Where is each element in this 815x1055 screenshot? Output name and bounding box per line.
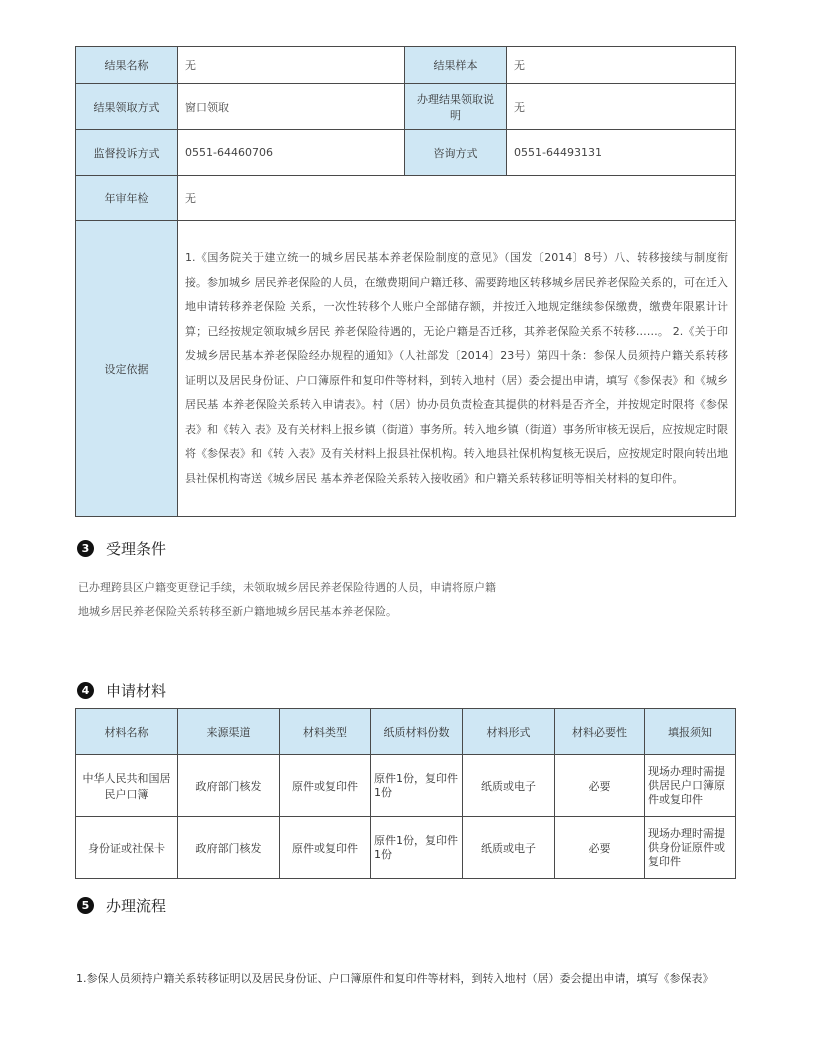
material-copies: 原件1份，复印件1份 [371, 817, 463, 879]
result-sample-label: 结果样本 [405, 47, 507, 84]
info-row [76, 221, 736, 517]
material-notes: 现场办理时需提供居民户口簿原件或复印件 [645, 755, 736, 817]
result-name-value: 无 [178, 47, 405, 84]
material-source: 政府部门核发 [178, 755, 280, 817]
material-necessity: 必要 [555, 755, 645, 817]
pickup-note-label: 办理结果领取说明 [405, 84, 507, 130]
info-row [76, 130, 736, 176]
complaint-label: 监督投诉方式 [76, 130, 178, 176]
pickup-note-value: 无 [507, 84, 736, 130]
service-info-table [75, 46, 736, 517]
material-source: 政府部门核发 [178, 817, 280, 879]
complaint-phone: 0551-64460706 [178, 130, 405, 176]
material-necessity: 必要 [555, 817, 645, 879]
material-form: 纸质或电子 [463, 817, 555, 879]
col-header-copies: 纸质材料份数 [371, 709, 463, 755]
pickup-method-value: 窗口领取 [178, 84, 405, 130]
materials-header-row [76, 709, 736, 755]
material-type: 原件或复印件 [280, 817, 371, 879]
table-row [76, 755, 736, 817]
section-3-header [77, 538, 166, 559]
material-type: 原件或复印件 [280, 755, 371, 817]
legal-basis-text: 1.《国务院关于建立统一的城乡居民基本养老保险制度的意见》（国发〔2014〕8号）八、转移接续与制度衔接。参加城乡 居民养老保险的人员，在缴费期间户籍迁移、需要跨地区转移城乡居民养老保险关系的，可在迁入地申请转移养老保险 关系，一次性转移个人账户全部储存额，并按迁入地规定继续参保缴费，缴费年限累计计算；已经按规定领取城乡居民 养老保险待遇的，无论户籍是否迁移，其养老保险关系不转移……。 2.《关于印发城乡居民基本养老保险经办规程的通知》（人社部发〔2014〕23号）第四十条：参保人员须持户籍关系转移 证明以及居民身份证、户口簿原件和复印件等材料，到转入地村（居）委会提出申请，填写《参保表》和《城乡居民基 本养老保险关系转入申请表》。村（居）协办员负责检查其提供的材料是否齐全，并按规定时限将《参保表》和《转入 表》及有关材料上报乡镇（街道）事务所。转入地乡镇（街道）事务所审核无误后，应按规定时限将《参保表》和《转 入表》及有关材料上报县社保机构。转入地县社保机构复核无误后，应按规定时限向转出地县社保机构寄送《城乡居民 基本养老保险关系转入接收函》和户籍关系转移证明等相关材料的复印件。 [178, 221, 736, 517]
section-5-header [77, 895, 166, 916]
number-3-icon: 3 [77, 540, 94, 557]
section-5-title: 办理流程 [106, 897, 167, 915]
process-step-1: 1.参保人员须持户籍关系转移证明以及居民身份证、户口簿原件和复印件等材料，到转入地村（居）委会提出申请，填写《参保表》 [76, 972, 714, 985]
material-name: 身份证或社保卡 [76, 817, 178, 879]
pickup-method-label: 结果领取方式 [76, 84, 178, 130]
col-header-name: 材料名称 [76, 709, 178, 755]
table-row [76, 817, 736, 879]
section-4-title: 申请材料 [106, 682, 167, 700]
col-header-notes: 填报须知 [645, 709, 736, 755]
result-sample-value: 无 [507, 47, 736, 84]
material-form: 纸质或电子 [463, 755, 555, 817]
info-row [76, 84, 736, 130]
material-name: 中华人民共和国居民户口簿 [76, 755, 178, 817]
number-5-icon: 5 [77, 897, 94, 914]
col-header-form: 材料形式 [463, 709, 555, 755]
material-notes: 现场办理时需提供身份证原件或复印件 [645, 817, 736, 879]
annual-review-value: 无 [178, 176, 736, 221]
acceptance-conditions-text: 已办理跨县区户籍变更登记手续，未领取城乡居民养老保险待遇的人员，申请将原户籍地城乡居民养老保险关系转移至新户籍地城乡居民基本养老保险。 [78, 581, 496, 618]
consult-label: 咨询方式 [405, 130, 507, 176]
annual-review-label: 年审年检 [76, 176, 178, 221]
col-header-source: 来源渠道 [178, 709, 280, 755]
section-4-header [77, 680, 166, 701]
materials-table [75, 708, 736, 879]
info-row [76, 47, 736, 84]
result-name-label: 结果名称 [76, 47, 178, 84]
number-4-icon: 4 [77, 682, 94, 699]
col-header-type: 材料类型 [280, 709, 371, 755]
section-3-title: 受理条件 [106, 540, 167, 558]
consult-phone: 0551-64493131 [507, 130, 736, 176]
material-copies: 原件1份，复印件1份 [371, 755, 463, 817]
col-header-necessity: 材料必要性 [555, 709, 645, 755]
info-row [76, 176, 736, 221]
legal-basis-label: 设定依据 [76, 221, 178, 517]
